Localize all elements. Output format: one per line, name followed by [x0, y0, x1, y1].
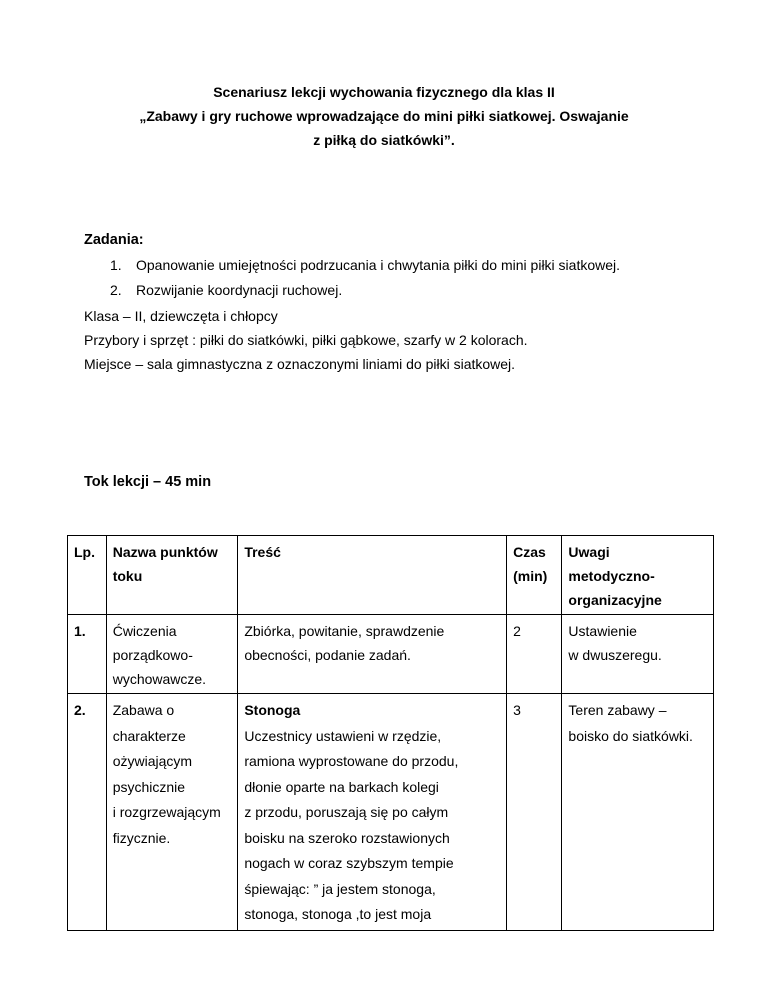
table-header-row: [68, 536, 714, 615]
row-time: 2: [507, 615, 562, 694]
title-line-3: z piłką do siatkówki”.: [313, 132, 455, 148]
row-name: Zabawa o charakterze ożywiającym psychicznie i rozgrzewającym fizycznie.: [106, 694, 238, 931]
row-content: Stonoga Uczestnicy ustawieni w rzędzie, ramiona wyprostowane do przodu, dłonie oparte na barkach kolegi z przodu, poruszają się po całym boisku na szeroko rozstawionych nogach w coraz szybszym tempie śpiewając: ” ja jestem stonoga, stonoga, stonoga ,to jest moja: [238, 694, 507, 931]
row-lp: 1.: [68, 615, 107, 694]
task-item: 2. Rozwijanie koordynacji ruchowej.: [110, 282, 343, 298]
title-line-1: Scenariusz lekcji wychowania fizycznego dla klas II: [213, 84, 555, 100]
table-row: [68, 694, 714, 931]
header-name: Nazwa punktów toku: [106, 536, 238, 615]
header-lp: Lp.: [68, 536, 107, 615]
table-row: [68, 615, 714, 694]
row-notes: Ustawienie w dwuszeregu.: [562, 615, 714, 694]
row-name: Ćwiczenia porządkowo- wychowawcze.: [106, 615, 238, 694]
header-content: Treść: [238, 536, 507, 615]
lesson-plan-table: [67, 535, 714, 931]
row-notes: Teren zabawy – boisko do siatkówki.: [562, 694, 714, 931]
tasks-list: [110, 253, 620, 303]
class-info: Klasa – II, dziewczęta i chłopcy: [84, 308, 278, 324]
place-info: Miejsce – sala gimnastyczna z oznaczonymi liniami do piłki siatkowej.: [84, 356, 516, 372]
task-item: 1. Opanowanie umiejętności podrzucania i chwytania piłki do mini piłki siatkowej.: [110, 257, 621, 273]
row-lp: 2.: [68, 694, 107, 931]
lesson-info: [84, 304, 528, 376]
tasks-heading: Zadania:: [84, 232, 144, 248]
header-time: Czas (min): [507, 536, 562, 615]
row-content: Zbiórka, powitanie, sprawdzenie obecności, podanie zadań.: [238, 615, 507, 694]
equipment-info: Przybory i sprzęt : piłki do siatkówki, piłki gąbkowe, szarfy w 2 kolorach.: [84, 332, 528, 348]
document-title: [0, 80, 768, 152]
header-notes: Uwagi metodyczno- organizacyjne: [562, 536, 714, 615]
title-line-2: „Zabawy i gry ruchowe wprowadzające do mini piłki siatkowej. Oswajanie: [139, 108, 629, 124]
row-time: 3: [507, 694, 562, 931]
lesson-heading: Tok lekcji – 45 min: [84, 474, 212, 490]
content-title: Stonoga: [244, 702, 301, 718]
